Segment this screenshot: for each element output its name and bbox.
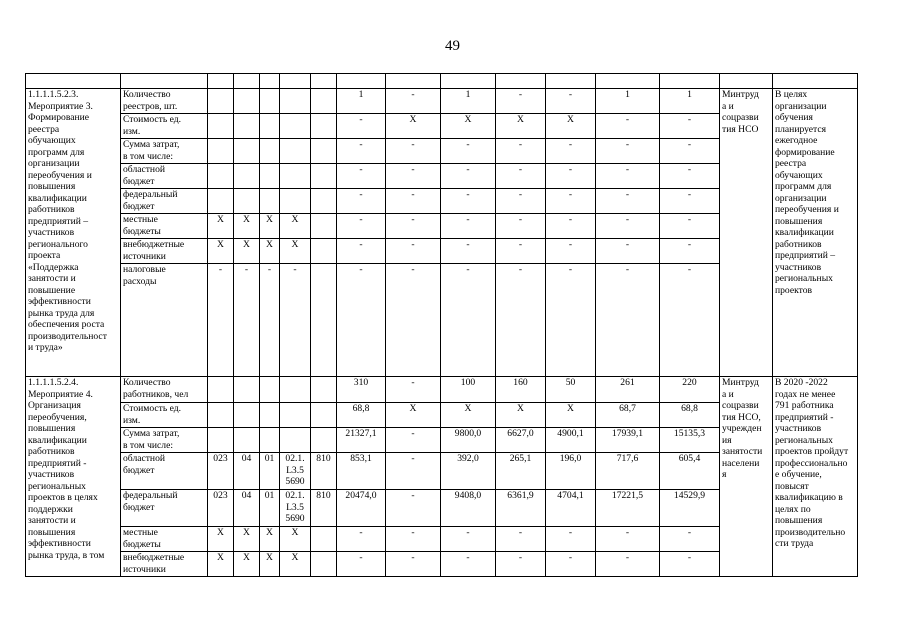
value-cell: -	[337, 264, 386, 377]
value-cell: 17939,1	[596, 428, 660, 453]
code-cell	[311, 264, 337, 377]
value-cell: -	[496, 89, 546, 114]
value-cell: 6627,0	[496, 428, 546, 453]
value-cell: -	[660, 114, 720, 139]
header-cell	[208, 74, 234, 89]
value-cell: 717,6	[596, 453, 660, 490]
value-cell: -	[546, 139, 596, 164]
code-cell	[260, 89, 280, 114]
result-cell: В 2020 -2022 годах не менее 791 работника предприятий - участников региональных проектов пройдут профессионально е обучение, повысят квалификацию в целях по повышения производительно сти труда	[773, 377, 858, 577]
code-cell	[311, 377, 337, 403]
value-cell: -	[441, 214, 496, 239]
result-cell: В целях организации обучения планируется ежегодное формирование реестра обучающих программ для организации переобучения и повышения квалификации работников предприятий – участников региональных проектов	[773, 89, 858, 377]
code-cell	[260, 139, 280, 164]
header-cell	[773, 74, 858, 89]
value-cell: -	[546, 239, 596, 264]
value-cell: -	[441, 139, 496, 164]
value-cell: 261	[596, 377, 660, 403]
header-strip-row	[26, 74, 858, 89]
header-cell	[311, 74, 337, 89]
header-cell	[720, 74, 773, 89]
code-cell	[280, 139, 311, 164]
code-cell	[260, 403, 280, 428]
code-cell	[311, 89, 337, 114]
code-cell: 810	[311, 490, 337, 527]
value-cell: 160	[496, 377, 546, 403]
value-cell: 4900,1	[546, 428, 596, 453]
value-cell: -	[660, 139, 720, 164]
row-label-cell: Сумма затрат, в том числе:	[121, 139, 208, 164]
value-cell: 196,0	[546, 453, 596, 490]
code-cell: 04	[234, 490, 260, 527]
value-cell: -	[386, 552, 441, 577]
value-cell: 220	[660, 377, 720, 403]
code-cell	[260, 189, 280, 214]
row-label-cell: налоговые расходы	[121, 264, 208, 377]
row-label-cell: областной бюджет	[121, 164, 208, 189]
code-cell: -	[260, 264, 280, 377]
header-cell	[337, 74, 386, 89]
value-cell: -	[546, 214, 596, 239]
value-cell: -	[596, 239, 660, 264]
value-cell: 6361,9	[496, 490, 546, 527]
value-cell: -	[337, 114, 386, 139]
code-cell	[280, 114, 311, 139]
code-cell	[280, 377, 311, 403]
code-cell	[260, 164, 280, 189]
code-cell: Х	[280, 214, 311, 239]
code-cell: Х	[234, 552, 260, 577]
value-cell: -	[660, 164, 720, 189]
code-cell	[208, 377, 234, 403]
value-cell: 1	[596, 89, 660, 114]
value-cell: -	[596, 114, 660, 139]
code-cell: 01	[260, 490, 280, 527]
value-cell: Х	[546, 114, 596, 139]
value-cell: -	[660, 552, 720, 577]
value-cell: -	[386, 527, 441, 552]
code-cell: Х	[208, 552, 234, 577]
code-cell	[311, 189, 337, 214]
code-cell: Х	[260, 527, 280, 552]
value-cell: -	[660, 264, 720, 377]
value-cell: -	[441, 552, 496, 577]
value-cell: -	[386, 164, 441, 189]
row-label-cell: федеральный бюджет	[121, 490, 208, 527]
value-cell: -	[496, 264, 546, 377]
value-cell: -	[337, 189, 386, 214]
value-cell: Х	[496, 114, 546, 139]
value-cell: -	[386, 428, 441, 453]
value-cell: -	[546, 552, 596, 577]
code-cell: Х	[208, 239, 234, 264]
value-cell: -	[546, 527, 596, 552]
header-cell	[234, 74, 260, 89]
header-cell	[660, 74, 720, 89]
value-cell: 21327,1	[337, 428, 386, 453]
code-cell	[280, 428, 311, 453]
code-cell	[280, 164, 311, 189]
code-cell	[280, 89, 311, 114]
row-label-cell: Количество реестров, шт.	[121, 89, 208, 114]
code-cell	[208, 428, 234, 453]
value-cell: 4704,1	[546, 490, 596, 527]
value-cell: -	[386, 453, 441, 490]
code-cell	[208, 403, 234, 428]
code-cell	[311, 552, 337, 577]
value-cell: -	[337, 239, 386, 264]
value-cell: 1	[660, 89, 720, 114]
value-cell: -	[337, 214, 386, 239]
value-cell: Х	[441, 403, 496, 428]
code-cell	[208, 114, 234, 139]
value-cell: -	[386, 377, 441, 403]
header-cell	[121, 74, 208, 89]
value-cell: 14529,9	[660, 490, 720, 527]
value-cell: -	[496, 164, 546, 189]
value-cell: -	[596, 139, 660, 164]
code-cell	[208, 89, 234, 114]
code-cell	[234, 164, 260, 189]
code-cell	[311, 527, 337, 552]
code-cell	[234, 403, 260, 428]
code-cell	[234, 139, 260, 164]
row-label-cell: Сумма затрат, в том числе:	[121, 428, 208, 453]
value-cell: -	[660, 214, 720, 239]
code-cell	[311, 428, 337, 453]
value-cell: 9800,0	[441, 428, 496, 453]
value-cell: -	[546, 264, 596, 377]
row-label-cell: местные бюджеты	[121, 527, 208, 552]
page-number: 49	[445, 38, 460, 54]
value-cell: -	[496, 239, 546, 264]
code-cell: 810	[311, 453, 337, 490]
code-cell: Х	[280, 239, 311, 264]
code-cell	[311, 139, 337, 164]
value-cell: -	[441, 527, 496, 552]
code-cell	[234, 189, 260, 214]
value-cell: -	[337, 164, 386, 189]
code-cell	[280, 403, 311, 428]
row-label-cell: Стоимость ед. изм.	[121, 114, 208, 139]
value-cell: -	[386, 239, 441, 264]
value-cell: -	[546, 189, 596, 214]
code-cell	[280, 189, 311, 214]
value-cell: Х	[546, 403, 596, 428]
code-cell: Х	[260, 239, 280, 264]
value-cell: -	[596, 164, 660, 189]
value-cell: 1	[337, 89, 386, 114]
header-cell	[26, 74, 121, 89]
code-cell: 023	[208, 453, 234, 490]
header-cell	[496, 74, 546, 89]
value-cell: -	[546, 89, 596, 114]
value-cell: -	[441, 164, 496, 189]
value-cell: -	[441, 239, 496, 264]
value-cell: -	[660, 239, 720, 264]
code-cell: -	[234, 264, 260, 377]
header-cell	[596, 74, 660, 89]
row-label-cell: Стоимость ед. изм.	[121, 403, 208, 428]
value-cell: 100	[441, 377, 496, 403]
code-cell: 02.1. L3.5 5690	[280, 490, 311, 527]
value-cell: -	[496, 189, 546, 214]
budget-table	[25, 73, 858, 577]
value-cell: Х	[441, 114, 496, 139]
row-label-cell: Количество работников, чел	[121, 377, 208, 403]
value-cell: 20474,0	[337, 490, 386, 527]
code-cell	[234, 89, 260, 114]
value-cell: -	[386, 264, 441, 377]
value-cell: -	[337, 527, 386, 552]
value-cell: 17221,5	[596, 490, 660, 527]
code-cell: -	[208, 264, 234, 377]
value-cell: -	[546, 164, 596, 189]
value-cell: -	[386, 189, 441, 214]
value-cell: -	[337, 139, 386, 164]
code-cell: Х	[234, 527, 260, 552]
header-cell	[386, 74, 441, 89]
code-cell: Х	[234, 239, 260, 264]
code-cell: 023	[208, 490, 234, 527]
value-cell: -	[660, 527, 720, 552]
header-cell	[260, 74, 280, 89]
code-cell: 01	[260, 453, 280, 490]
value-cell: -	[337, 552, 386, 577]
value-cell: -	[660, 189, 720, 214]
header-cell	[280, 74, 311, 89]
value-cell: 853,1	[337, 453, 386, 490]
code-cell: Х	[260, 214, 280, 239]
code-cell: Х	[234, 214, 260, 239]
code-cell	[311, 214, 337, 239]
value-cell: -	[596, 189, 660, 214]
row-label-cell: внебюджетные источники	[121, 552, 208, 577]
value-cell: 265,1	[496, 453, 546, 490]
value-cell: -	[496, 214, 546, 239]
executor-cell: Минтруд а и соцразви тия НСО	[720, 89, 773, 377]
code-cell: 02.1. L3.5 5690	[280, 453, 311, 490]
code-cell: Х	[260, 552, 280, 577]
value-cell: 605,4	[660, 453, 720, 490]
code-cell	[208, 139, 234, 164]
code-cell	[234, 377, 260, 403]
value-cell: -	[496, 139, 546, 164]
value-cell: -	[386, 89, 441, 114]
value-cell: -	[386, 214, 441, 239]
value-cell: 310	[337, 377, 386, 403]
code-cell	[311, 239, 337, 264]
value-cell: Х	[496, 403, 546, 428]
code-cell	[260, 428, 280, 453]
code-cell: -	[280, 264, 311, 377]
code-cell: Х	[280, 552, 311, 577]
code-cell	[311, 114, 337, 139]
code-cell: Х	[208, 527, 234, 552]
value-cell: -	[441, 264, 496, 377]
value-cell: -	[596, 527, 660, 552]
value-cell: -	[441, 189, 496, 214]
header-cell	[546, 74, 596, 89]
code-cell	[208, 164, 234, 189]
code-cell: 04	[234, 453, 260, 490]
value-cell: 68,7	[596, 403, 660, 428]
value-cell: 392,0	[441, 453, 496, 490]
measure-name-cell: 1.1.1.1.5.2.3. Мероприятие 3. Формирование реестра обучающих программ для организации переобучения и повышения квалификации работников предприятий – участников регионального проекта «Поддержка занятости и повышение эффективности рынка труда для обеспечения роста производительност и труда»	[26, 89, 121, 377]
row-label-cell: областной бюджет	[121, 453, 208, 490]
value-cell: 9408,0	[441, 490, 496, 527]
code-cell	[234, 428, 260, 453]
value-cell: 15135,3	[660, 428, 720, 453]
header-cell	[441, 74, 496, 89]
code-cell	[234, 114, 260, 139]
code-cell	[260, 114, 280, 139]
value-cell: -	[596, 264, 660, 377]
code-cell: Х	[280, 527, 311, 552]
value-cell: Х	[386, 114, 441, 139]
value-cell: 68,8	[337, 403, 386, 428]
value-cell: Х	[386, 403, 441, 428]
value-cell: 50	[546, 377, 596, 403]
row-label-cell: местные бюджеты	[121, 214, 208, 239]
value-cell: 1	[441, 89, 496, 114]
code-cell	[311, 403, 337, 428]
executor-cell: Минтруд а и соцразви тия НСО, учрежден ия занятости населени я	[720, 377, 773, 577]
value-cell: 68,8	[660, 403, 720, 428]
row-label-cell: внебюджетные источники	[121, 239, 208, 264]
value-cell: -	[596, 214, 660, 239]
value-cell: -	[386, 490, 441, 527]
value-cell: -	[496, 552, 546, 577]
table-row	[26, 377, 858, 403]
table-row	[26, 89, 858, 114]
code-cell	[311, 164, 337, 189]
value-cell: -	[386, 139, 441, 164]
row-label-cell: федеральный бюджет	[121, 189, 208, 214]
value-cell: -	[596, 552, 660, 577]
measure-name-cell: 1.1.1.1.5.2.4. Мероприятие 4. Организация переобучения, повышения квалификации работников предприятий - участников региональных проектов в целях поддержки занятости и повышения эффективности рынка труда, в том	[26, 377, 121, 577]
code-cell: Х	[208, 214, 234, 239]
value-cell: -	[496, 527, 546, 552]
code-cell	[208, 189, 234, 214]
code-cell	[260, 377, 280, 403]
